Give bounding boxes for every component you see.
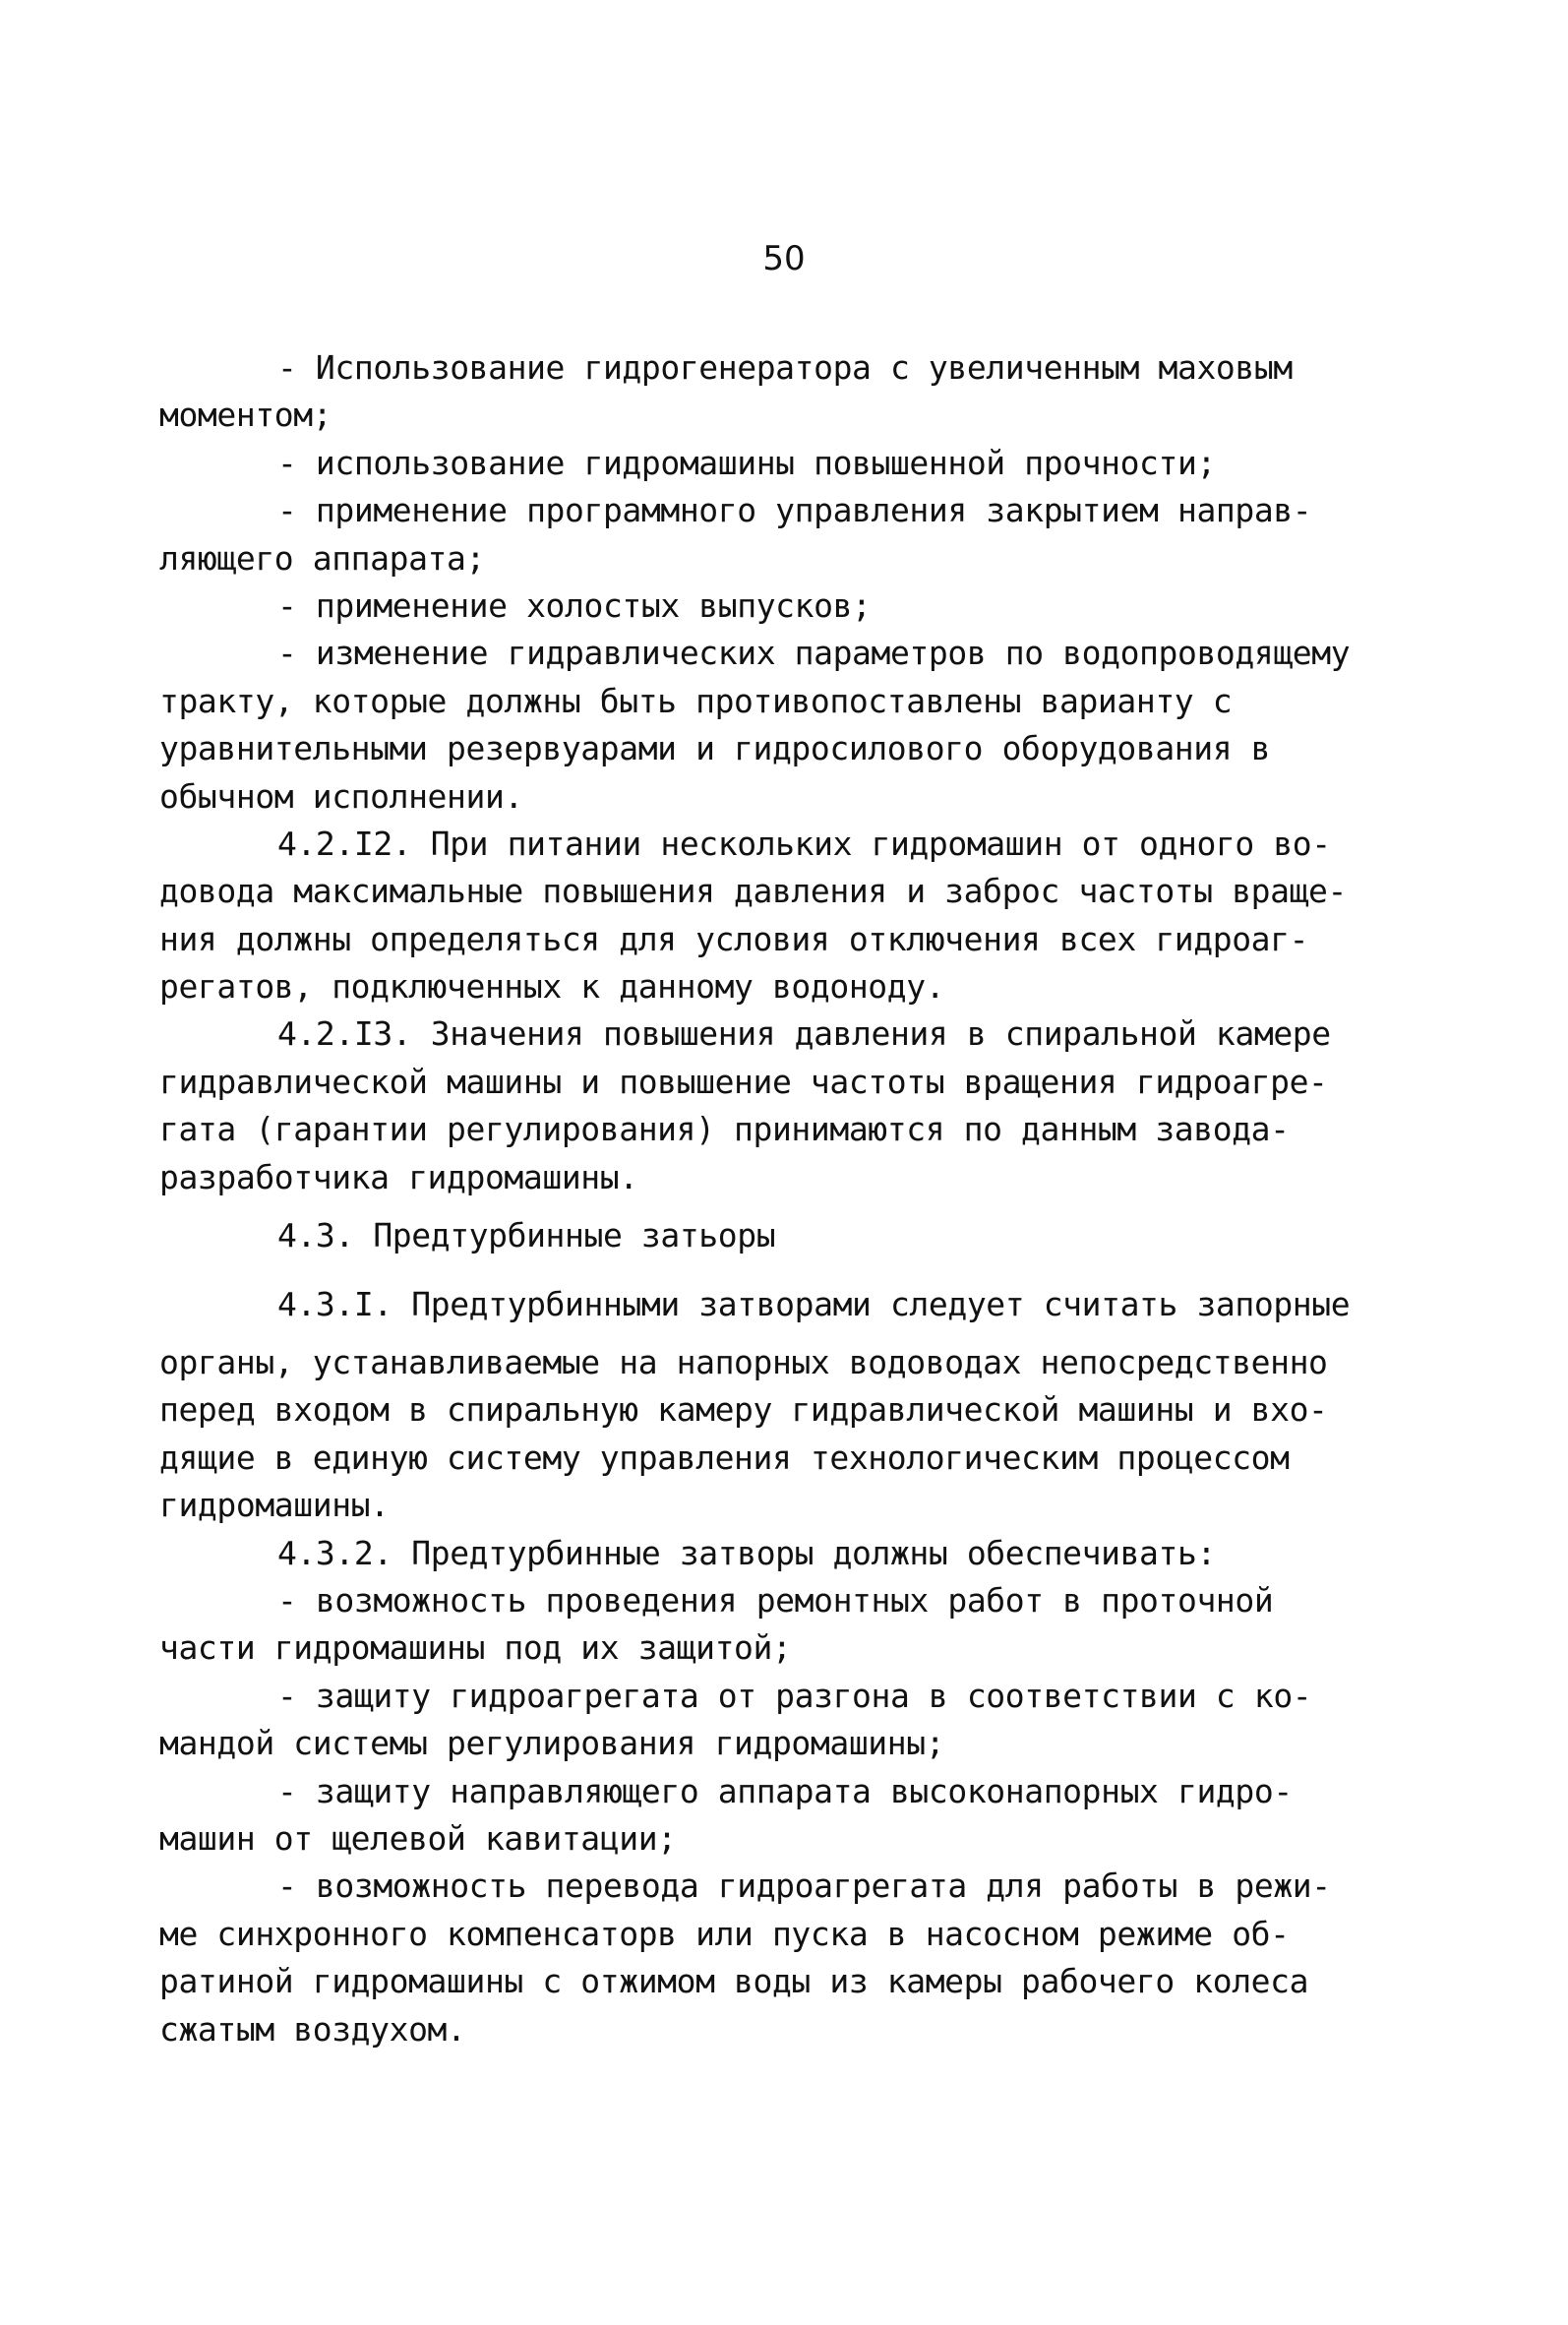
text-line: - возможность проведения ремонтных работ в проточной — [277, 1580, 1274, 1620]
text-line: - применение холостых выпусков; — [277, 585, 872, 625]
text-line: дящие в единую систему управления технологическим процессом — [159, 1438, 1290, 1477]
text-line: - изменение гидравлических параметров по водопроводящему — [277, 634, 1351, 673]
text-line: ратиной гидромашины с отжимом воды из камеры рабочего колеса — [159, 1962, 1309, 2001]
body-text — [159, 344, 1433, 2053]
text-line: - возможность перевода гидроагрегата для работы в режи- — [277, 1866, 1331, 1906]
text-line: разработчика гидромашины. — [159, 1157, 638, 1196]
text-line: гидромашины. — [159, 1486, 390, 1525]
text-line: гата (гарантии регулирования) принимаются по данным завода- — [159, 1110, 1290, 1149]
text-line: 4.3.2. Предтурбинные затворы должны обеспечивать: — [277, 1533, 1216, 1572]
text-line: - защиту гидроагрегата от разгона в соответствии с ко- — [277, 1676, 1312, 1715]
text-line: тракту, которые должны быть противопоставлены варианту с — [159, 681, 1233, 720]
text-line: гидравлической машины и повышение частоты вращения гидроагре- — [159, 1062, 1328, 1101]
text-line: 4.2.I2. При питании нескольких гидромашин от одного во- — [277, 824, 1331, 863]
text-line: уравнительными резервуарами и гидросилового оборудования в — [159, 729, 1271, 768]
text-line: ляющего аппарата; — [159, 538, 485, 578]
text-line: 4.2.I3. Значения повышения давления в спиральной камере — [277, 1014, 1331, 1054]
text-line: перед входом в спиральную камеру гидравлической машины и вхо- — [159, 1390, 1328, 1430]
text-line: моментом; — [159, 396, 332, 435]
text-line: - Использование гидрогенератора с увеличенным маховым — [277, 348, 1293, 387]
text-line: регатов, подключенных к данному водоноду. — [159, 967, 945, 1007]
text-line: ния должны определяться для условия отключения всех гидроаг- — [159, 919, 1309, 958]
text-line: части гидромашины под их защитой; — [159, 1628, 792, 1668]
text-line: - применение программного управления закрытием направ- — [277, 491, 1312, 530]
text-line: мандой системы регулирования гидромашины; — [159, 1724, 945, 1763]
text-line: 4.3.I. Предтурбинными затворами следует считать запорные — [277, 1285, 1351, 1324]
text-line: - защиту направляющего аппарата высоконапорных гидро- — [277, 1771, 1293, 1810]
page-number: 50 — [762, 239, 806, 278]
text-line: 4.3. Предтурбинные затьоры — [277, 1216, 776, 1255]
text-line: обычном исполнении. — [159, 776, 523, 816]
text-line: довода максимальные повышения давления и заброс частоты враще- — [159, 872, 1347, 911]
text-line: - использование гидромашины повышенной прочности; — [277, 443, 1216, 482]
text-line: ме синхронного компенсаторв или пуска в насосном режиме об- — [159, 1914, 1290, 1953]
text-line: машин от щелевой кавитации; — [159, 1818, 677, 1858]
text-line: сжатым воздухом. — [159, 2009, 466, 2049]
text-line: органы, устанавливаемые на напорных водоводах непосредственно — [159, 1343, 1328, 1382]
